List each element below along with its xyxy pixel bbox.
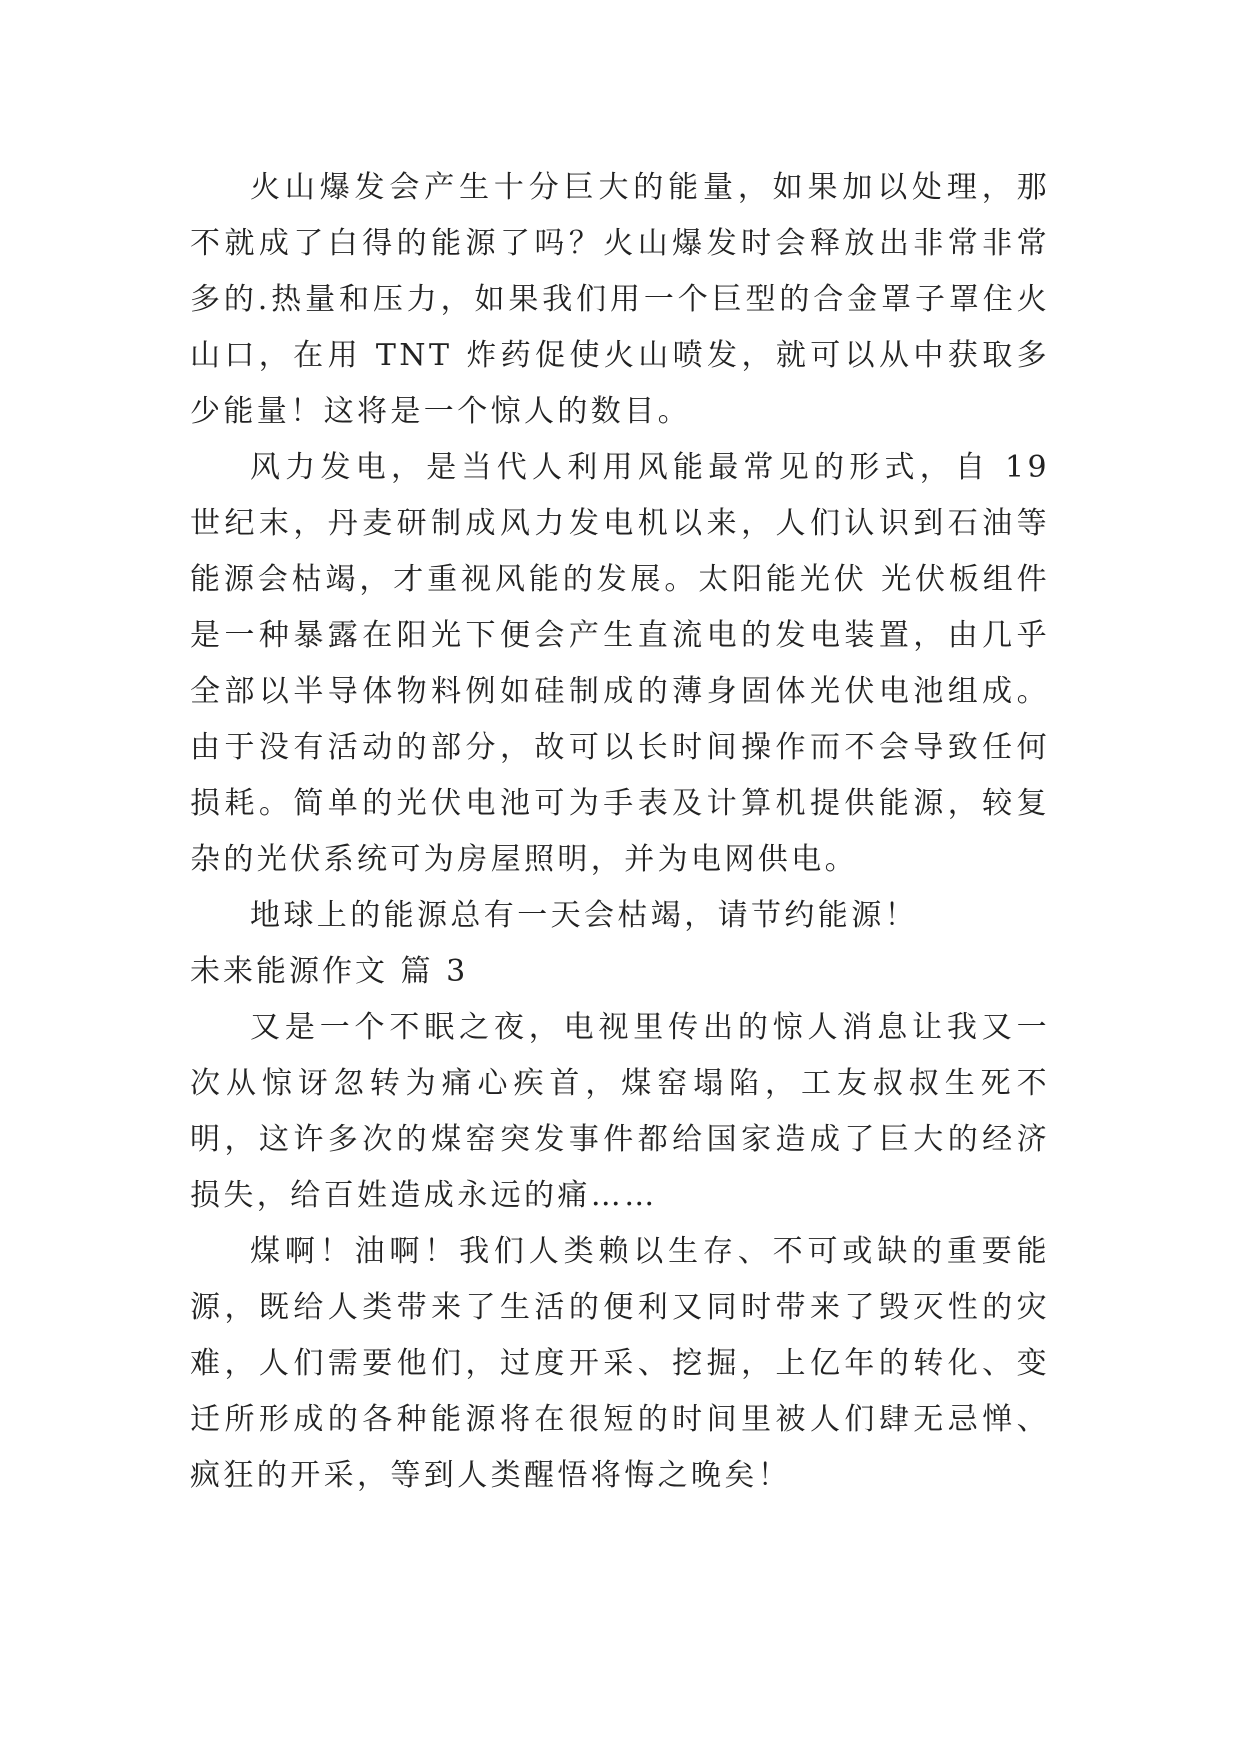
paragraph-sleepless-night: 又是一个不眠之夜，电视里传出的惊人消息让我又一次从惊讶忽转为痛心疾首，煤窑塌陷，工友叔叔生死不明，这许多次的煤窑突发事件都给国家造成了巨大的经济损失，给百姓造成永远的痛…… [190,1010,1050,1213]
section-heading: 未来能源作文 篇 3 [190,954,469,989]
document-body [190,160,1050,1504]
paragraph-wind-solar-power: 风力发电，是当代人利用风能最常见的形式，自 19 世纪末，丹麦研制成风力发电机以来，人们认识到石油等能源会枯竭，才重视风能的发展。太阳能光伏 光伏板组件是一种暴露在阳光下便会产生直流电的发电装置，由几乎全部以半导体物料例如硅制成的薄身固体光伏电池组成。由于没有活动的部分，故可以长时间操作而不会导致任何损耗。简单的光伏电池可为手表及计算机提供能源，较复杂的光伏系统可为房屋照明，并为电网供电。 [190,450,1050,877]
paragraph-save-energy: 地球上的能源总有一天会枯竭，请节约能源！ [250,898,918,933]
paragraph-coal-oil: 煤啊！油啊！我们人类赖以生存、不可或缺的重要能源，既给人类带来了生活的便利又同时带来了毁灭性的灾难，人们需要他们，过度开采、挖掘，上亿年的转化、变迁所形成的各种能源将在很短的时间里被人们肆无忌惮、疯狂的开采，等到人类醒悟将悔之晚矣！ [190,1234,1050,1493]
paragraph-volcano-energy: 火山爆发会产生十分巨大的能量，如果加以处理，那不就成了白得的能源了吗？火山爆发时会释放出非常非常多的.热量和压力，如果我们用一个巨型的合金罩子罩住火山口，在用 TNT 炸药促使火山喷发，就可以从中获取多少能量！这将是一个惊人的数目。 [190,170,1050,429]
